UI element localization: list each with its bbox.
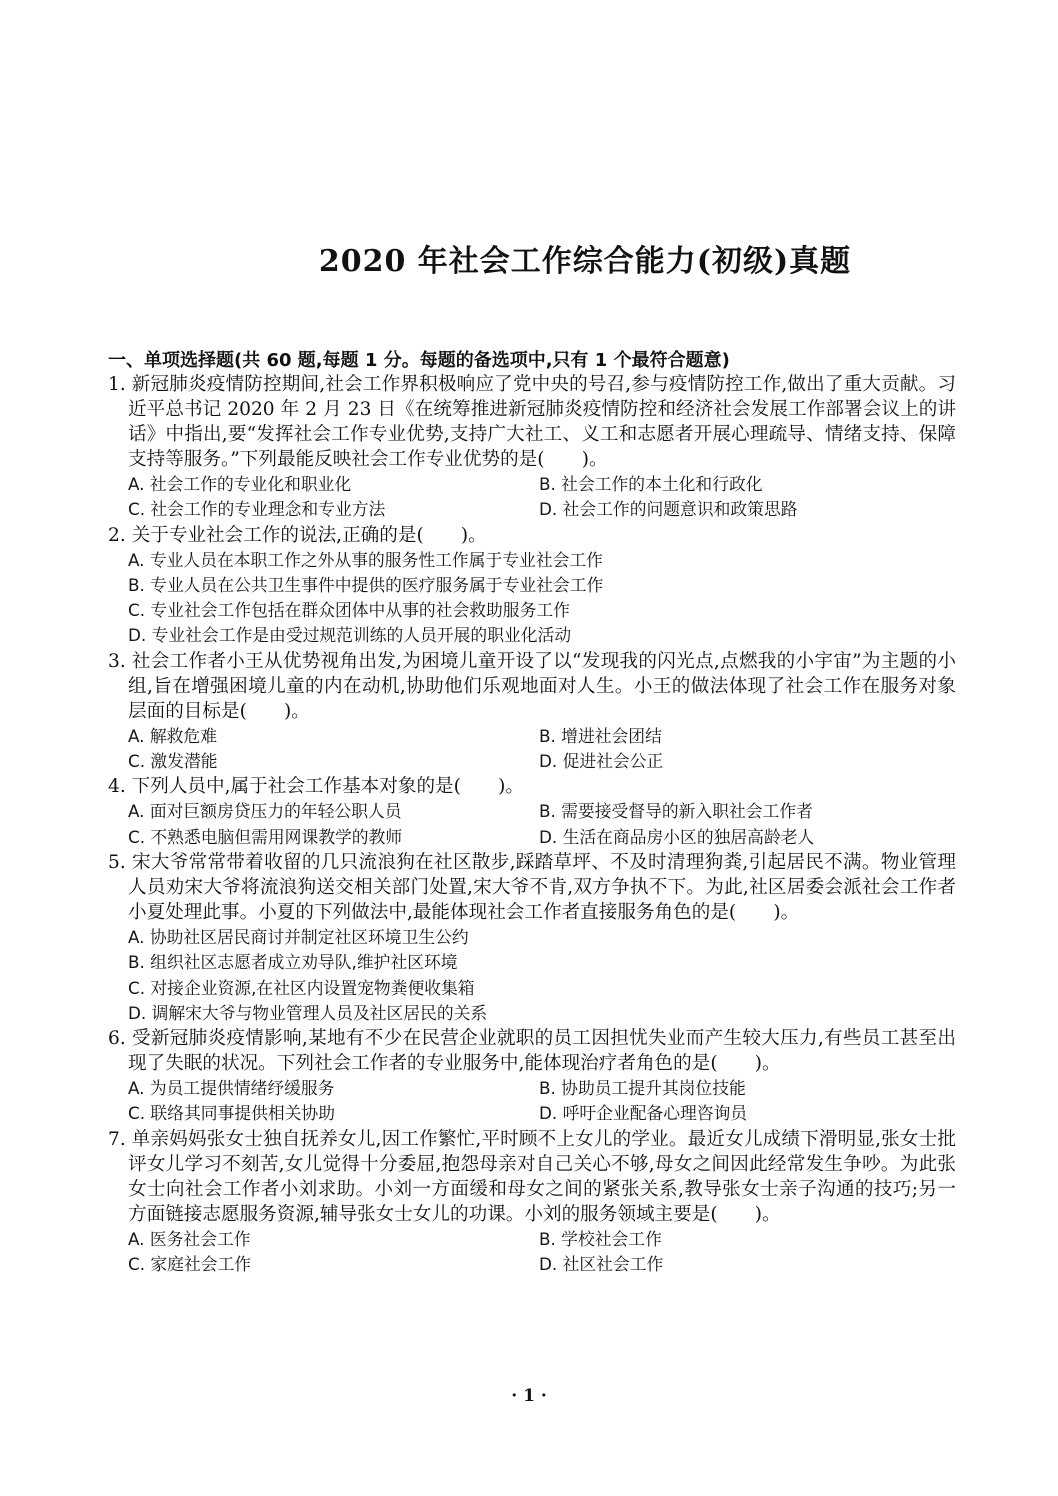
question-stem: 3. 社会工作者小王从优势视角出发,为困境儿童开设了以“发现我的闪光点,点燃我的小宇宙”为主题的小组,旨在增强困境儿童的内在动机,协助他们乐观地面对人生。小王的做法体现了社会工作在服务对象层面的目标是( )。 (108, 650, 956, 722)
page-number: · 1 · (511, 1386, 547, 1406)
option-d: D. 专业社会工作是由受过规范训练的人员开展的职业化活动 (128, 625, 572, 646)
option-b: B. 需要接受督导的新入职社会工作者 (539, 801, 813, 822)
option-c: C. 不熟悉电脑但需用网课教学的教师 (128, 826, 403, 847)
question-3 (108, 649, 956, 775)
option-a: A. 社会工作的专业化和职业化 (128, 474, 352, 494)
question-5 (108, 850, 956, 1026)
question-6 (108, 1026, 956, 1127)
option-a: A. 医务社会工作 (128, 1228, 251, 1249)
option-d: D. 呼吁企业配备心理咨询员 (539, 1103, 748, 1124)
question-stem: 4. 下列人员中,属于社会工作基本对象的是( )。 (108, 776, 524, 798)
option-b: B. 增进社会团结 (539, 725, 662, 746)
option-c: C. 家庭社会工作 (128, 1254, 252, 1275)
option-c: C. 激发潜能 (128, 751, 218, 772)
option-list (108, 1227, 956, 1278)
question-list (108, 372, 956, 1277)
question-stem: 6. 受新冠肺炎疫情影响,某地有不少在民营企业就职的员工因担忧失业而产生较大压力,有些员工甚至出现了失眠的状况。下列社会工作者的专业服务中,能体现治疗者角色的是( )。 (108, 1028, 956, 1075)
question-stem: 5. 宋大爷常常带着收留的几只流浪狗在社区散步,踩踏草坪、不及时清理狗粪,引起居民不满。物业管理人员劝宋大爷将流浪狗送交相关部门处置,宋大爷不肯,双方争执不下。为此,社区居委会派社会工作者小夏处理此事。小夏的下列做法中,最能体现社会工作者直接服务角色的是( )。 (108, 851, 956, 923)
option-a: A. 面对巨额房贷压力的年轻公职人员 (128, 801, 402, 822)
option-list (108, 925, 956, 1026)
option-list (108, 472, 956, 523)
question-4 (108, 774, 956, 850)
option-a: A. 协助社区居民商讨并制定社区环境卫生公约 (128, 926, 469, 947)
option-b: B. 组织社区志愿者成立劝导队,维护社区环境 (128, 952, 458, 973)
option-a: A. 为员工提供情绪纾缓服务 (128, 1078, 335, 1099)
option-d: D. 社会工作的问题意识和政策思路 (539, 499, 798, 520)
section-heading: 一、单项选择题(共 60 题,每题 1 分。每题的备选项中,只有 1 个最符合题意) (108, 350, 730, 371)
option-d: D. 促进社会公正 (539, 751, 664, 772)
question-1 (108, 372, 956, 523)
question-stem: 7. 单亲妈妈张女士独自抚养女儿,因工作繁忙,平时顾不上女儿的学业。最近女儿成绩下滑明显,张女士批评女儿学习不刻苦,女儿觉得十分委屈,抱怨母亲对自己关心不够,母女之间因此经常发生争吵。为此张女士向社会工作者小刘求助。小刘一方面缓和母女之间的紧张关系,教导张女士亲子沟通的技巧;另一方面链接志愿服务资源,辅导张女士女儿的功课。小刘的服务领域主要是( )。 (108, 1128, 956, 1225)
option-b: B. 专业人员在公共卫生事件中提供的医疗服务属于专业社会工作 (128, 574, 604, 595)
question-7 (108, 1127, 956, 1278)
option-c: C. 联络其同事提供相关协助 (128, 1103, 335, 1124)
page-title: 2020 年社会工作综合能力(初级)真题 (318, 244, 852, 279)
option-b: B. 协助员工提升其岗位技能 (539, 1078, 746, 1099)
option-a: A. 解救危难 (128, 725, 217, 746)
option-a: A. 专业人员在本职工作之外从事的服务性工作属于专业社会工作 (128, 549, 603, 570)
option-d: D. 调解宋大爷与物业管理人员及社区居民的关系 (128, 1002, 488, 1023)
question-stem: 1. 新冠肺炎疫情防控期间,社会工作界积极响应了党中央的号召,参与疫情防控工作,做出了重大贡献。习近平总书记 2020 年 2 月 23 日《在统筹推进新冠肺炎疫情防控和经济社会发展工作部署会议上的讲话》中指出,要“发挥社会工作专业优势,支持广大社工、义工和志愿者开展心理疏导、情绪支持、保障支持等服务。”下列最能反映社会工作专业优势的是( )。 (108, 374, 956, 470)
option-list (108, 799, 956, 850)
option-c: C. 专业社会工作包括在群众团体中从事的社会救助服务工作 (128, 600, 570, 621)
question-stem: 2. 关于专业社会工作的说法,正确的是( )。 (108, 524, 487, 546)
option-d: D. 社区社会工作 (539, 1254, 664, 1275)
option-b: B. 学校社会工作 (539, 1228, 662, 1249)
option-b: B. 社会工作的本土化和行政化 (539, 474, 763, 494)
option-c: C. 社会工作的专业理念和专业方法 (128, 499, 386, 520)
question-2 (108, 523, 956, 649)
option-c: C. 对接企业资源,在社区内设置宠物粪便收集箱 (128, 977, 475, 998)
option-list (108, 1076, 956, 1127)
option-list (108, 548, 956, 649)
option-list (108, 724, 956, 775)
option-d: D. 生活在商品房小区的独居高龄老人 (539, 826, 815, 847)
